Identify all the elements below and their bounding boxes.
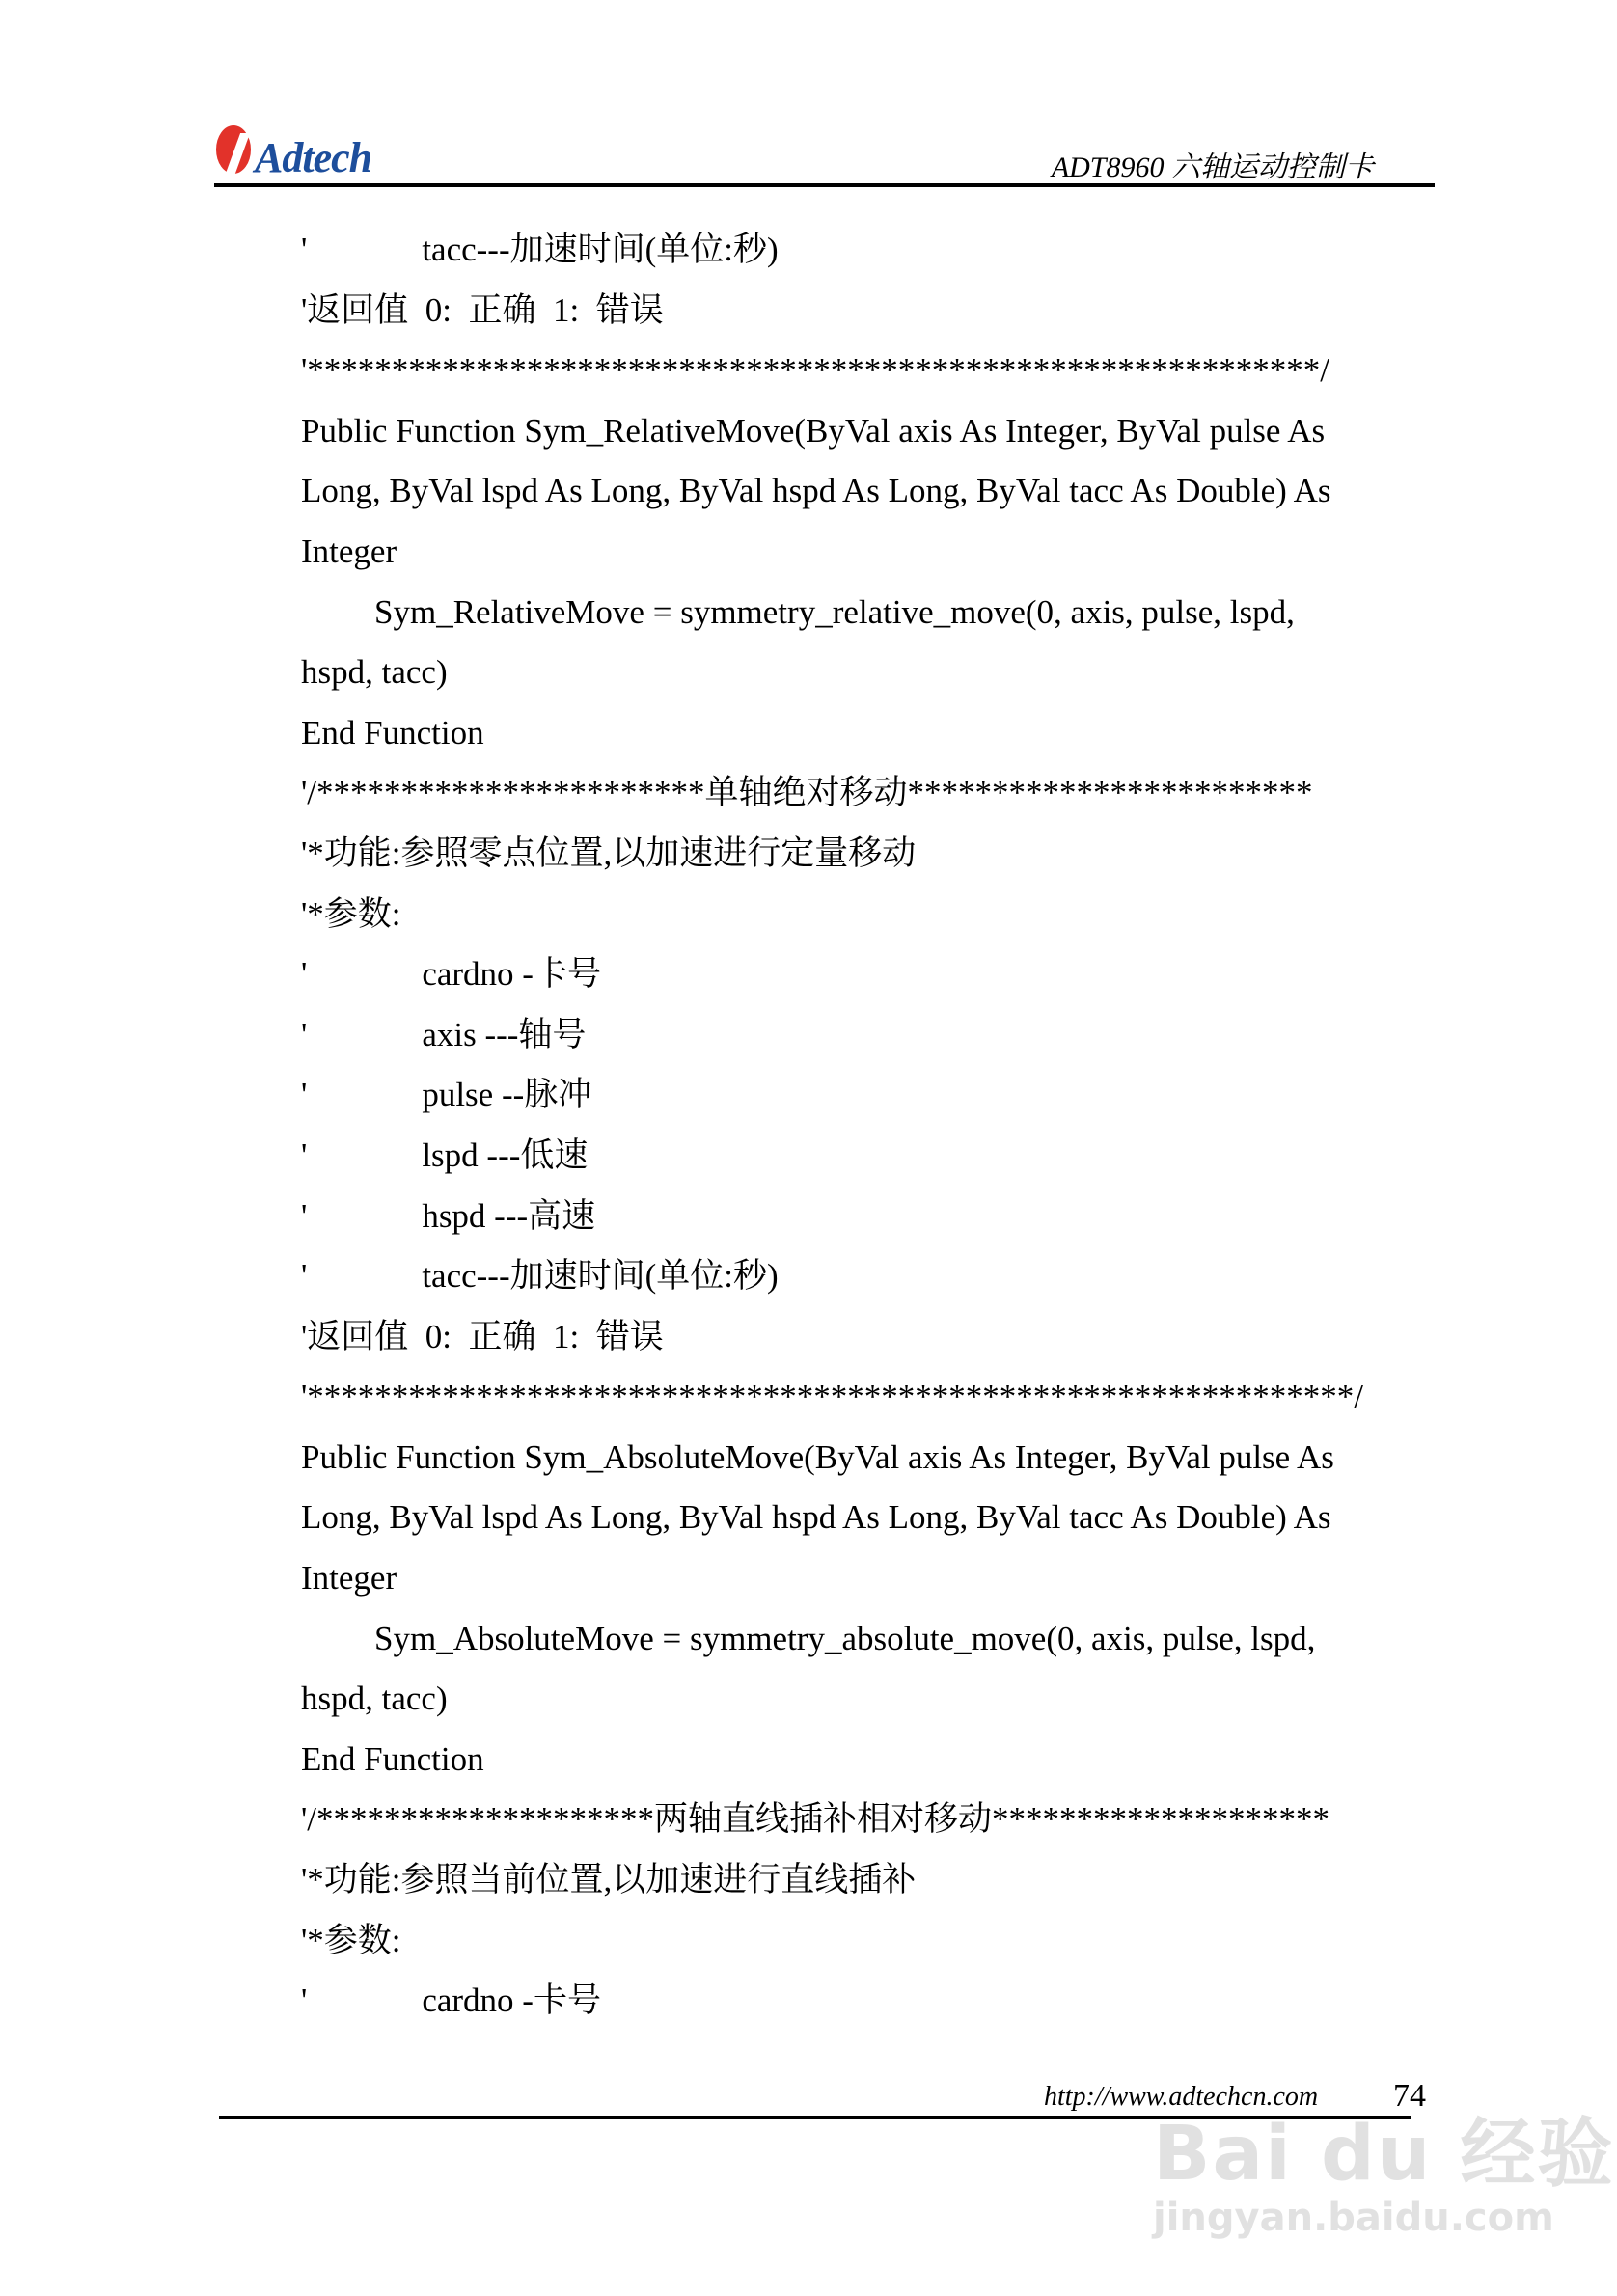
text-line bbox=[301, 341, 1439, 401]
text-line bbox=[301, 1609, 1439, 1670]
line-text: Sym_RelativeMove = symmetry_relative_move(0, axis, pulse, lspd, bbox=[374, 592, 1295, 631]
document-body bbox=[301, 220, 1439, 2032]
comment-quote: ' bbox=[301, 1076, 308, 1114]
line-text: tacc---加速时间(单位:秒) bbox=[422, 1257, 779, 1296]
text-line bbox=[301, 1307, 1439, 1368]
page-number: 74 bbox=[1393, 2078, 1426, 2114]
line-text: Public Function Sym_RelativeMove(ByVal axis As Integer, ByVal pulse As bbox=[301, 411, 1326, 450]
line-text: Long, ByVal lspd As Long, ByVal hspd As Long, ByVal tacc As Double) As bbox=[301, 1498, 1331, 1537]
text-line bbox=[301, 1971, 1439, 2032]
text-line bbox=[301, 763, 1439, 824]
line-text: hspd, tacc) bbox=[301, 1680, 448, 1718]
line-text: tacc---加速时间(单位:秒) bbox=[422, 231, 779, 268]
adtech-logo bbox=[216, 125, 371, 179]
text-line bbox=[301, 401, 1439, 462]
line-text: cardno -卡号 bbox=[422, 955, 601, 994]
line-text: End Function bbox=[301, 1739, 484, 1778]
line-text: Public Function Sym_AbsoluteMove(ByVal axis As Integer, ByVal pulse As bbox=[301, 1437, 1334, 1476]
line-text: '返回值 0: 正确 1: 错误 bbox=[301, 290, 664, 329]
text-line bbox=[301, 1850, 1439, 1911]
logo-text: Adtech bbox=[255, 134, 372, 181]
comment-quote: ' bbox=[301, 1257, 308, 1296]
watermark-brand: Bai du 经验 bbox=[1153, 2111, 1615, 2198]
text-line bbox=[301, 281, 1439, 342]
header-rule bbox=[214, 183, 1435, 187]
text-line bbox=[301, 1367, 1439, 1428]
text-line bbox=[301, 642, 1439, 703]
text-line bbox=[301, 1669, 1439, 1730]
text-line bbox=[301, 220, 1439, 281]
comment-quote: ' bbox=[301, 231, 308, 268]
header-title: ADT8960 六轴运动控制卡 bbox=[1051, 151, 1374, 183]
comment-quote: ' bbox=[301, 1196, 308, 1235]
line-text: '**************************************************************/ bbox=[301, 1378, 1364, 1416]
text-line bbox=[301, 1730, 1439, 1790]
line-text: '*功能:参照当前位置,以加速进行直线插补 bbox=[301, 1861, 917, 1900]
line-text: '*参数: bbox=[301, 894, 401, 933]
comment-quote: ' bbox=[301, 955, 308, 994]
line-text: cardno -卡号 bbox=[422, 1982, 601, 2020]
watermark-url: jingyan.baidu.com bbox=[1153, 2196, 1554, 2240]
line-text: Long, ByVal lspd As Long, ByVal hspd As Long, ByVal tacc As Double) As bbox=[301, 472, 1331, 510]
line-text: Integer bbox=[301, 532, 397, 570]
line-text: '*参数: bbox=[301, 1921, 401, 1959]
line-text: hspd ---高速 bbox=[422, 1196, 596, 1235]
logo-mark-icon bbox=[216, 125, 255, 179]
text-line bbox=[301, 703, 1439, 764]
line-text: '返回值 0: 正确 1: 错误 bbox=[301, 1317, 664, 1355]
comment-quote: ' bbox=[301, 1982, 308, 2020]
footer-url: http://www.adtechcn.com bbox=[1044, 2082, 1319, 2112]
line-text: End Function bbox=[301, 713, 484, 752]
line-text: axis ---轴号 bbox=[422, 1015, 587, 1053]
line-text: pulse --脉冲 bbox=[422, 1076, 592, 1114]
text-line bbox=[301, 1548, 1439, 1609]
text-line bbox=[301, 944, 1439, 1005]
text-line bbox=[301, 1065, 1439, 1126]
comment-quote: ' bbox=[301, 1015, 308, 1053]
text-line bbox=[301, 824, 1439, 885]
text-line bbox=[301, 885, 1439, 945]
text-line bbox=[301, 1911, 1439, 1972]
text-line bbox=[301, 583, 1439, 643]
text-line bbox=[301, 1126, 1439, 1187]
baidu-watermark bbox=[1153, 2093, 1615, 2240]
line-text: '*功能:参照零点位置,以加速进行定量移动 bbox=[301, 834, 917, 872]
line-text: '************************************************************/ bbox=[301, 351, 1330, 390]
text-line bbox=[301, 1488, 1439, 1548]
line-text: hspd, tacc) bbox=[301, 653, 448, 692]
line-text: '/***********************单轴绝对移动************************ bbox=[301, 774, 1313, 812]
text-line bbox=[301, 522, 1439, 583]
line-text: Sym_AbsoluteMove = symmetry_absolute_move(0, axis, pulse, lspd, bbox=[374, 1619, 1316, 1657]
line-text: Integer bbox=[301, 1559, 397, 1598]
text-line bbox=[301, 1187, 1439, 1247]
text-line bbox=[301, 1790, 1439, 1850]
text-line bbox=[301, 1428, 1439, 1489]
comment-quote: ' bbox=[301, 1135, 308, 1174]
text-line bbox=[301, 461, 1439, 522]
text-line bbox=[301, 1005, 1439, 1066]
line-text: '/********************两轴直线插补相对移动******************** bbox=[301, 1800, 1330, 1839]
text-line bbox=[301, 1246, 1439, 1307]
line-text: lspd ---低速 bbox=[422, 1135, 589, 1174]
